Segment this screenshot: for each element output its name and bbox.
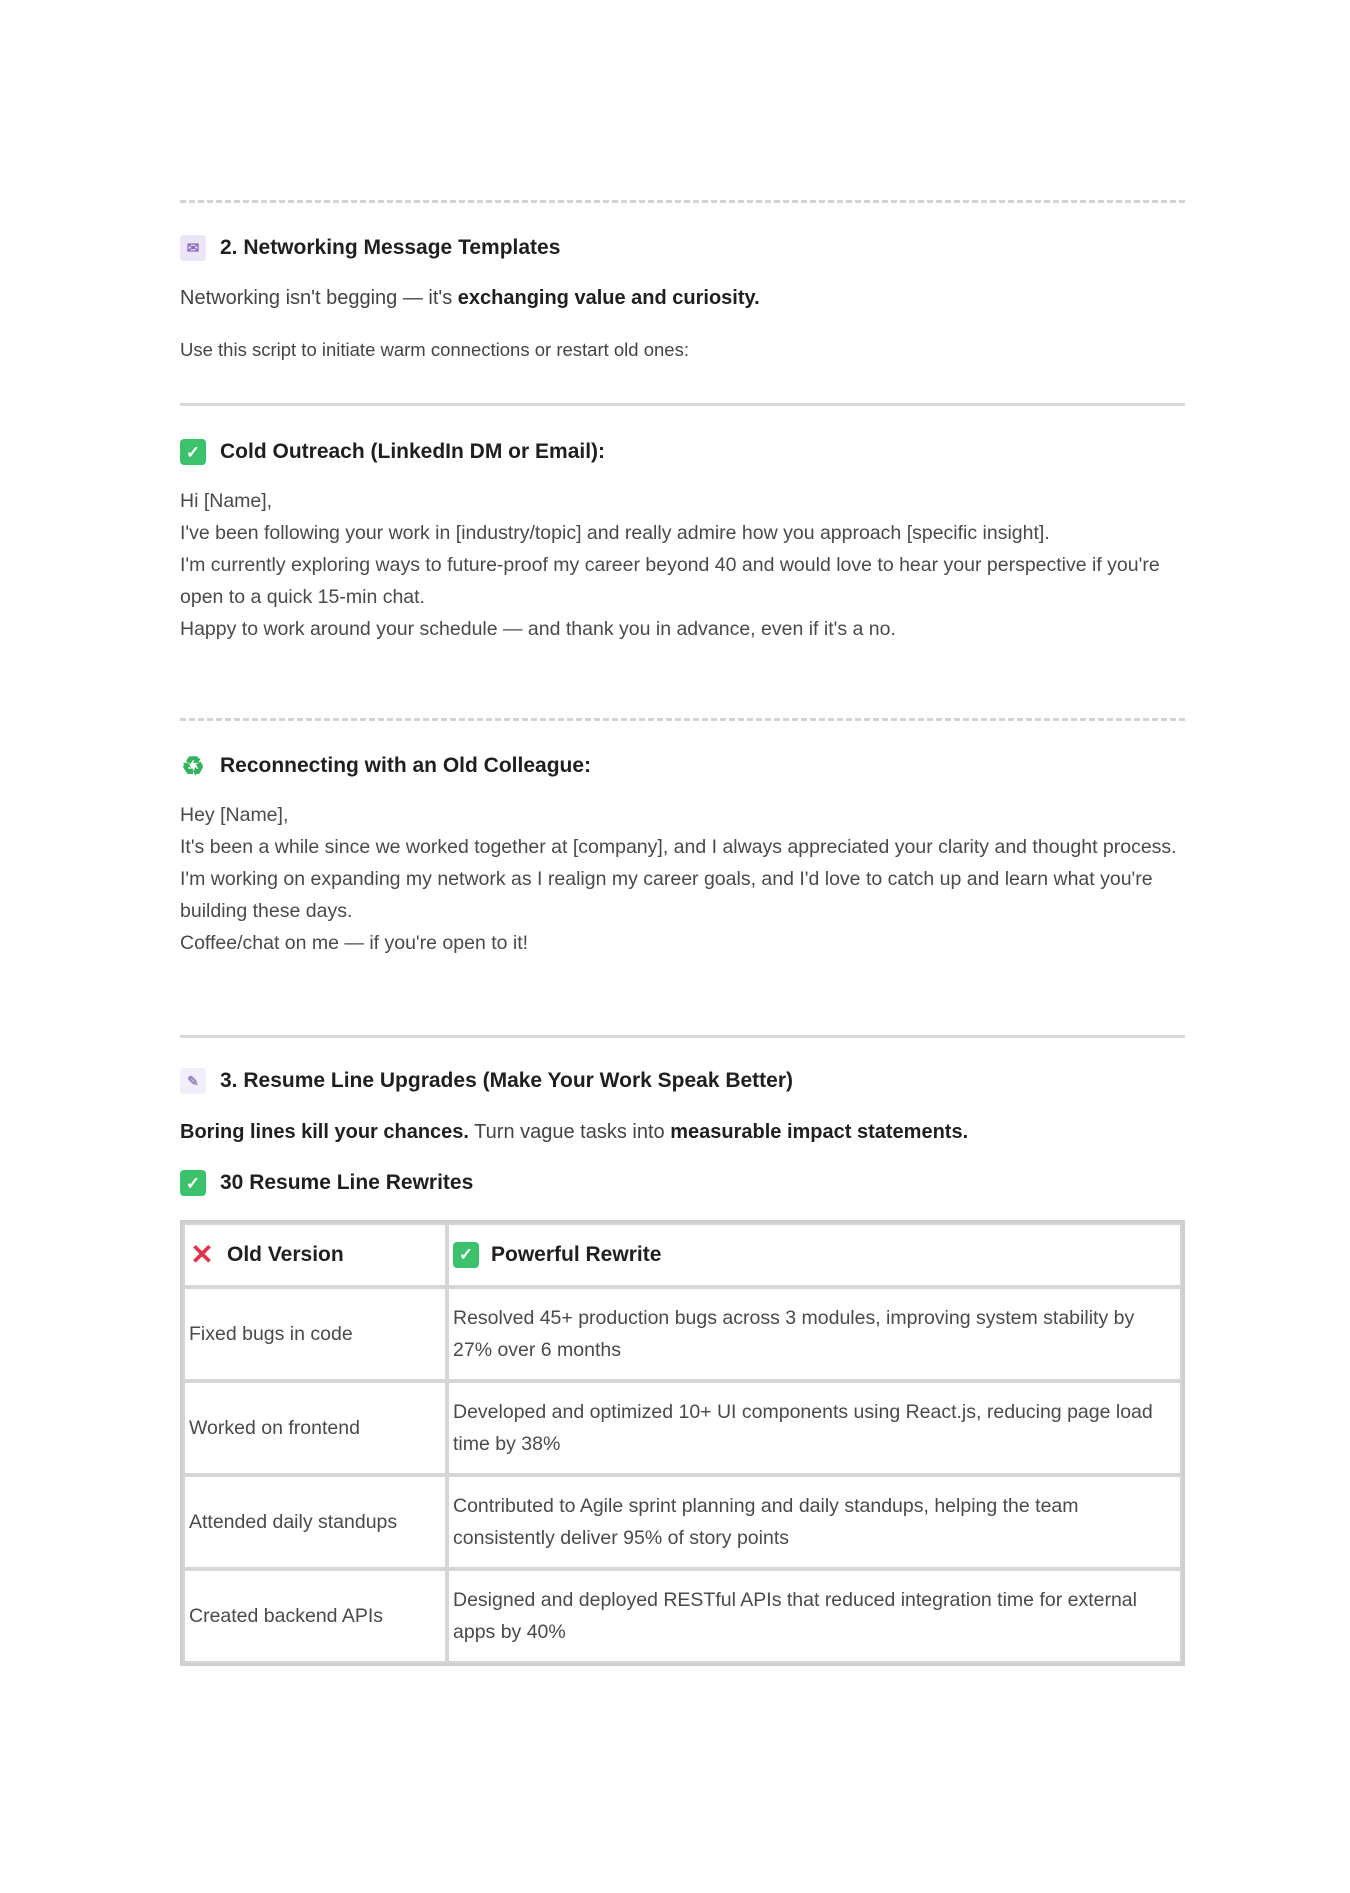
column-header-label: Powerful Rewrite — [491, 1243, 662, 1266]
message-line: I've been following your work in [industry/topic] and really admire how you approach [specific insight]. — [180, 522, 1050, 544]
cold-outreach-title: Cold Outreach (LinkedIn DM or Email): — [220, 440, 606, 463]
section-networking-intro — [180, 282, 1185, 314]
message-line: Happy to work around your schedule — and thank you in advance, even if it's a no. — [180, 618, 896, 640]
section-networking-sub: Use this script to initiate warm connections or restart old ones: — [180, 339, 689, 360]
check-mark-button-icon: ✓ — [453, 1242, 479, 1268]
resume-rewrite-table — [180, 1220, 1185, 1666]
column-header-label: Old Version — [227, 1243, 344, 1266]
reconnect-heading — [180, 753, 1185, 779]
check-mark-button-icon: ✓ — [180, 439, 206, 465]
table-header-row — [183, 1223, 1182, 1287]
cold-outreach-message — [180, 485, 1185, 645]
resume-rewrite-table-wrap — [180, 1220, 1185, 1666]
message-line: Coffee/chat on me — if you're open to it! — [180, 932, 529, 954]
recycle-icon: ♻ — [181, 751, 205, 781]
cell-new: Designed and deployed RESTful APIs that reduced integration time for external apps by 40% — [447, 1569, 1182, 1663]
section-networking-heading — [180, 235, 1185, 261]
cell-old: Fixed bugs in code — [183, 1287, 447, 1381]
cross-mark-icon: ✕ — [190, 1239, 214, 1270]
message-line: Hey [Name], — [180, 804, 289, 826]
divider-solid — [180, 403, 1185, 406]
column-header-old — [183, 1223, 447, 1287]
cell-new: Resolved 45+ production bugs across 3 modules, improving system stability by 27% over 6 months — [447, 1287, 1182, 1381]
memo-icon: ✎ — [180, 1068, 206, 1094]
intro-bold-text: exchanging value and curiosity. — [457, 287, 760, 309]
divider-solid — [180, 1035, 1185, 1038]
cell-new: Contributed to Agile sprint planning and daily standups, helping the team consistently deliver 95% of story points — [447, 1475, 1182, 1569]
divider-dashed — [180, 200, 1185, 203]
cell-new: Developed and optimized 10+ UI components using React.js, reducing page load time by 38% — [447, 1381, 1182, 1475]
check-mark-button-icon: ✓ — [180, 1170, 206, 1196]
table-row — [183, 1475, 1182, 1569]
reconnect-title: Reconnecting with an Old Colleague: — [220, 754, 592, 777]
section-resume-title: 3. Resume Line Upgrades (Make Your Work Speak Better) — [220, 1069, 794, 1092]
section-resume-heading — [180, 1068, 1185, 1094]
intro-bold-text: Boring lines kill your chances. — [180, 1121, 469, 1143]
divider-dashed — [180, 718, 1185, 721]
cell-old: Worked on frontend — [183, 1381, 447, 1475]
table-row — [183, 1381, 1182, 1475]
resume-rewrites-title: 30 Resume Line Rewrites — [220, 1171, 474, 1194]
reconnect-message — [180, 799, 1185, 959]
message-line: I'm currently exploring ways to future-proof my career beyond 40 and would love to hear your perspective if you're open to a quick 15-min chat. — [180, 554, 1160, 608]
table-row — [183, 1569, 1182, 1663]
resume-rewrites-subheading — [180, 1170, 1185, 1196]
cold-outreach-heading — [180, 439, 1185, 465]
envelope-icon: ✉ — [180, 235, 206, 261]
section-networking-title: 2. Networking Message Templates — [220, 236, 561, 259]
intro-text: Networking isn't begging — it's — [180, 287, 458, 309]
column-header-new — [447, 1223, 1182, 1287]
table-row — [183, 1287, 1182, 1381]
cell-old: Attended daily standups — [183, 1475, 447, 1569]
message-line: It's been a while since we worked together at [company], and I always appreciated your clarity and thought process. — [180, 836, 1177, 858]
message-line: I'm working on expanding my network as I realign my career goals, and I'd love to catch up and learn what you're building these days. — [180, 868, 1153, 922]
intro-text: Turn vague tasks into — [468, 1121, 671, 1143]
cell-old: Created backend APIs — [183, 1569, 447, 1663]
message-line: Hi [Name], — [180, 490, 273, 512]
intro-bold-text: measurable impact statements. — [670, 1121, 969, 1143]
section-resume-intro — [180, 1116, 1185, 1148]
